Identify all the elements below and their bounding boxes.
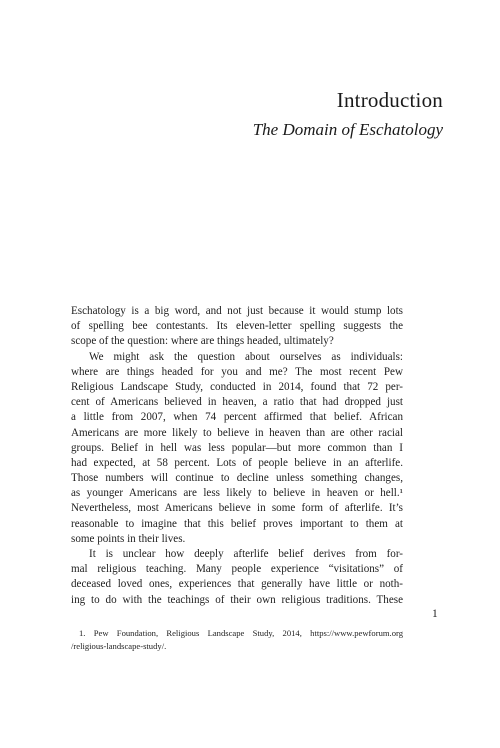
footnote-line: /religious-landscape-study/. xyxy=(71,641,167,651)
body-line: It is unclear how deeply afterlife belief derives from for- xyxy=(89,548,403,560)
body-line: deceased loved ones, experiences that generally have little or noth- xyxy=(71,578,403,591)
body-line: We might ask the question about ourselves as individuals: xyxy=(89,350,403,363)
body-line: scope of the question: where are things headed, ultimately? xyxy=(71,335,334,348)
body-line: where are things headed for you and me? The most recent Pew xyxy=(71,365,403,378)
body-line: groups. Belief in hell was less popular—but more common than I xyxy=(71,441,403,454)
body-line: mal religious teaching. Many people experience “visitations” of xyxy=(71,563,403,576)
body-line: Americans are more likely to believe in heaven than are other racial xyxy=(71,426,403,439)
body-line: Religious Landscape Study, conducted in 2014, found that 72 per- xyxy=(71,380,403,393)
body-line: of spelling bee contestants. Its eleven-letter spelling suggests the xyxy=(71,320,403,333)
body-line: some points in their lives. xyxy=(71,532,186,545)
body-line: reasonable to imagine that this belief proves important to them at xyxy=(71,517,403,530)
body-line: ing to do with the teachings of their own religious traditions. These xyxy=(71,593,403,606)
body-line: Eschatology is a big word, and not just because it would stump lots xyxy=(71,305,403,317)
body-line: a little from 2007, when 74 percent affirmed that belief. African xyxy=(71,411,403,424)
chapter-title: Introduction xyxy=(336,88,443,112)
body-line: had expected, at 58 percent. Lots of people believe in an afterlife. xyxy=(71,456,403,469)
body-line: as younger Americans are less likely to believe in heaven or hell.¹ xyxy=(71,487,403,500)
footnote-line: 1. Pew Foundation, Religious Landscape Study, 2014, https://www.pewforum.org xyxy=(79,628,403,638)
body-line: Those numbers will continue to decline unless something changes, xyxy=(71,472,403,485)
chapter-subtitle: The Domain of Eschatology xyxy=(252,120,443,139)
page-number: 1 xyxy=(432,608,438,620)
body-line: Nevertheless, most Americans believe in some form of afterlife. It’s xyxy=(71,502,403,515)
body-line: cent of Americans believed in heaven, a ratio that had dropped just xyxy=(71,396,403,409)
footnote xyxy=(71,627,403,653)
body-text xyxy=(71,304,403,608)
